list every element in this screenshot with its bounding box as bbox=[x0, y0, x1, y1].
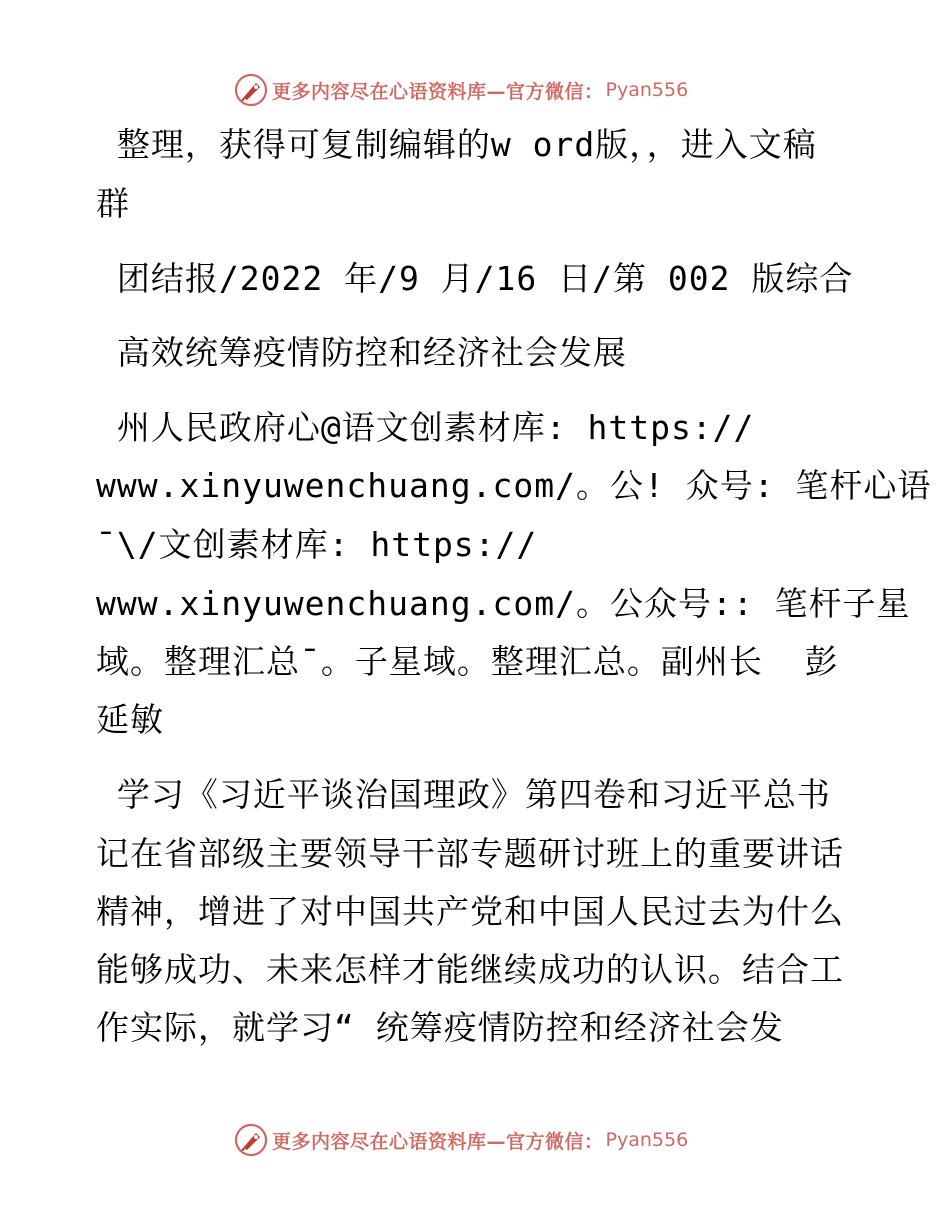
body-line: 记在省部级主要领导干部专题研讨班上的重要讲话 bbox=[96, 834, 844, 873]
body-line: 延敏 bbox=[96, 700, 164, 739]
body-line: 高效统筹疫情防控和经济社会发展 bbox=[96, 333, 627, 372]
body-line: 州人民政府心@语文创素材库: https:// bbox=[96, 408, 755, 447]
body-line: 精神，增进了对中国共产党和中国人民过去为什么 bbox=[96, 892, 844, 931]
body-line: 域。整理汇总¯。子星域。整理汇总。副州长 彭 bbox=[96, 642, 839, 681]
body-line: 作实际，就学习“ 统筹疫情防控和经济社会发 bbox=[96, 1008, 784, 1047]
header-banner bbox=[234, 72, 754, 108]
pen-nib-logo-icon bbox=[234, 73, 268, 107]
body-line: 能够成功、未来怎样才能继续成功的认识。结合工 bbox=[96, 950, 844, 989]
body-line: 学习《习近平谈治国理政》第四卷和习近平总书 bbox=[96, 775, 831, 814]
body-line: 团结报/2022 年/9 月/16 日/第 002 版综合 bbox=[96, 259, 854, 298]
pen-nib-logo-icon bbox=[234, 1123, 268, 1157]
banner-text: 更多内容尽在心语资料库—官方微信： bbox=[272, 1130, 604, 1153]
body-line: ¯\/文创素材库: https:// bbox=[96, 525, 538, 564]
body-line: 群 bbox=[96, 184, 130, 223]
body-line: www.xinyuwenchuang.com/。公! 众号: 笔杆心语 bbox=[96, 466, 932, 505]
banner-wechat-id: Pyan556 bbox=[605, 1129, 689, 1151]
banner-wechat-id: Pyan556 bbox=[605, 79, 689, 101]
body-line: 整理，获得可复制编辑的w ord版，，进入文稿 bbox=[96, 125, 817, 164]
footer-banner bbox=[234, 1122, 754, 1158]
body-line: www.xinyuwenchuang.com/。公众号:: 笔杆子星 bbox=[96, 584, 911, 623]
banner-text: 更多内容尽在心语资料库—官方微信： bbox=[272, 80, 604, 103]
